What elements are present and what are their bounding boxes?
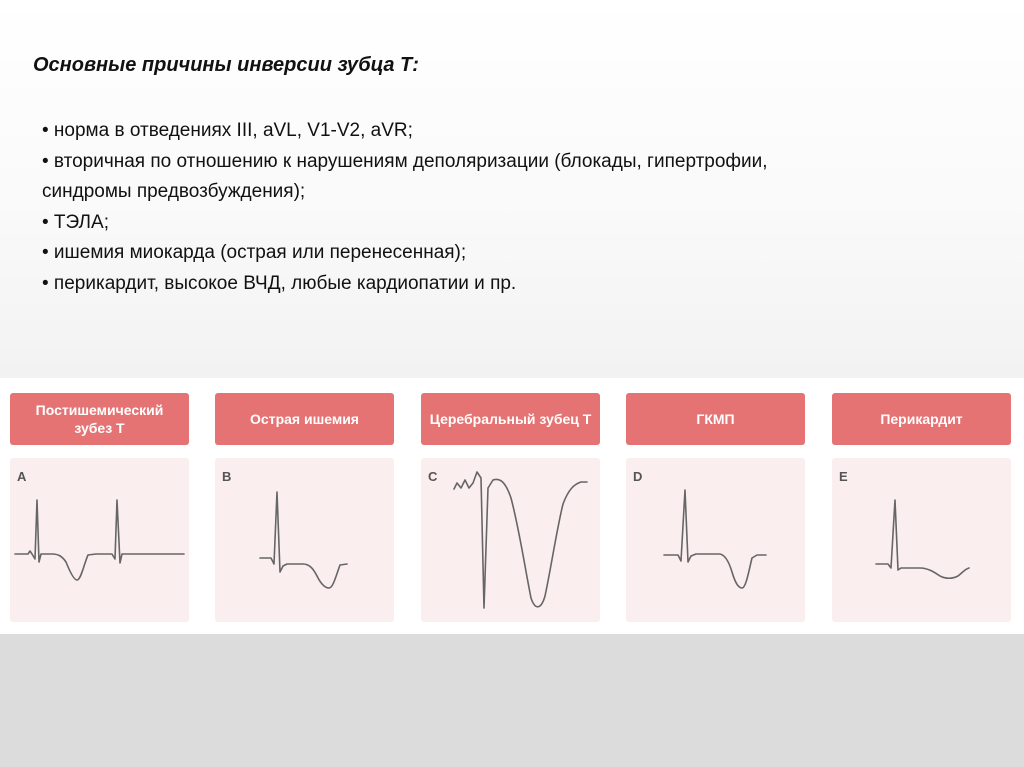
card-letter: A — [17, 469, 27, 484]
ecg-trace-icon — [215, 458, 394, 622]
bullet-item: • перикардит, высокое ВЧД, любые кардиопатии и пр. — [42, 272, 517, 294]
bullet-item: • ТЭЛА; — [42, 211, 109, 233]
bullet-item: синдромы предвозбуждения); — [42, 181, 306, 202]
card-letter: C — [428, 469, 438, 484]
card-ecg-acute-ischemia — [215, 458, 394, 622]
card-ecg-post-ischemic — [10, 458, 189, 622]
card-letter: D — [633, 469, 643, 484]
card-header-acute-ischemia: Острая ишемия — [215, 393, 394, 445]
card-header-hcm: ГКМП — [626, 393, 805, 445]
card-ecg-cerebral — [421, 458, 600, 622]
ecg-trace-icon — [421, 458, 600, 622]
footer-band — [0, 634, 1024, 767]
bullet-item: • ишемия миокарда (острая или перенесенная); — [42, 242, 467, 263]
bullet-item: • вторичная по отношению к нарушениям деполяризации (блокады, гипертрофии, — [42, 150, 768, 172]
card-header-cerebral: Церебральный зубец Т — [421, 393, 600, 445]
ecg-trace-icon — [832, 458, 1011, 622]
ecg-trace-icon — [10, 458, 189, 622]
card-letter: B — [222, 469, 232, 484]
bullet-item: • норма в отведениях III, aVL, V1-V2, aVR; — [42, 120, 413, 141]
card-header-pericarditis: Перикардит — [832, 393, 1011, 445]
card-ecg-hcm — [626, 458, 805, 622]
ecg-trace-icon — [626, 458, 805, 622]
text-area — [0, 0, 1024, 378]
bullet-list — [42, 116, 1002, 299]
slide-title: Основные причины инверсии зубца Т: — [33, 54, 419, 76]
card-ecg-pericarditis — [832, 458, 1011, 622]
card-header-post-ischemic: Постишемический зубез Т — [10, 393, 189, 445]
card-letter: E — [839, 469, 848, 484]
